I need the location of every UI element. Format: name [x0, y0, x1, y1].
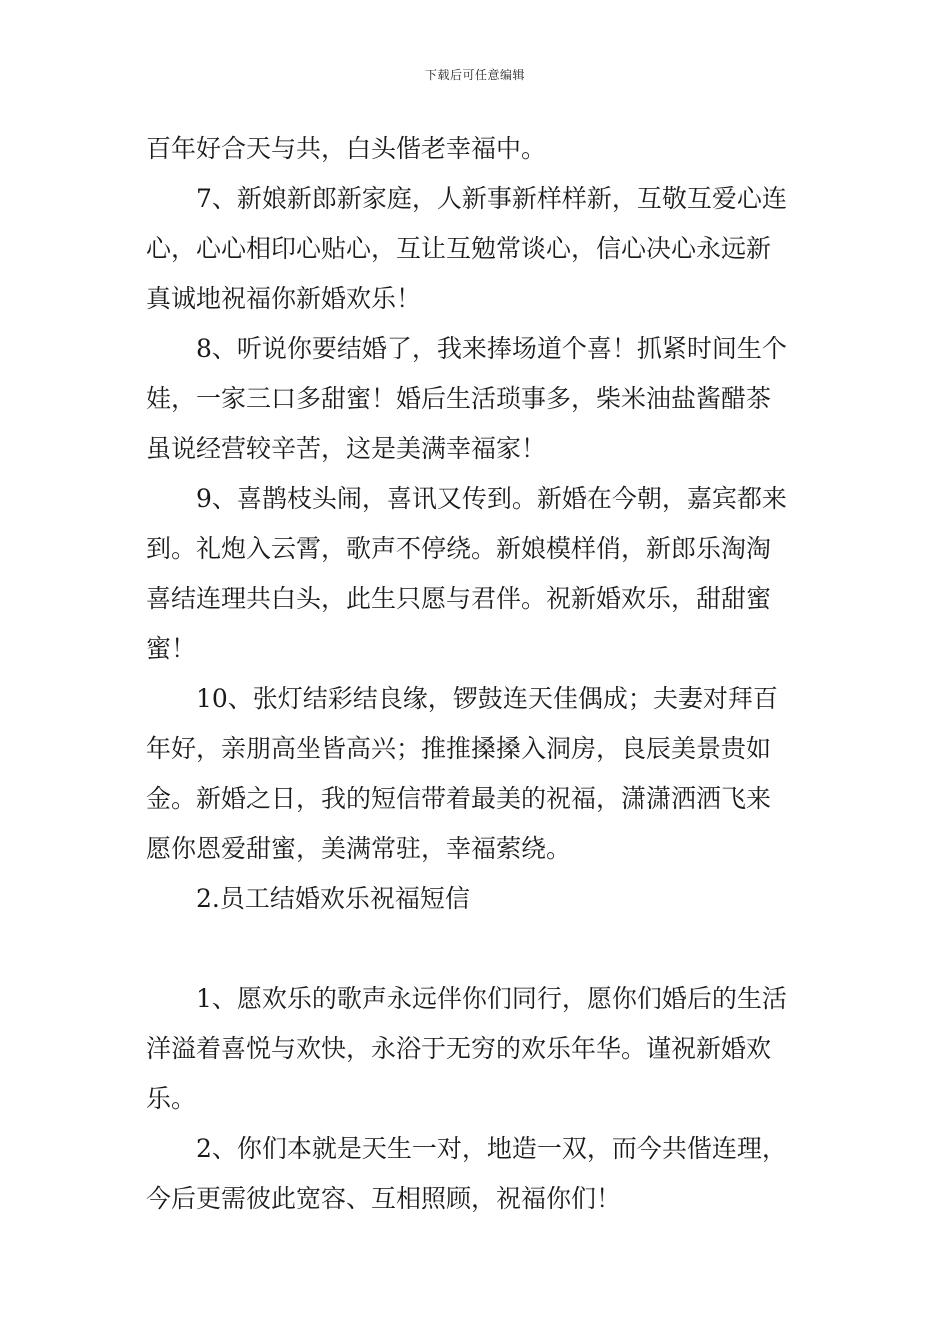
text-line: 年好，亲朋高坐皆高兴；推推搡搡入洞房，良辰美景贵如	[146, 734, 772, 763]
text-line: 今后更需彼此宽容、互相照顾，祝福你们！	[146, 1184, 622, 1213]
text-line: 10、张灯结彩结良缘，锣鼓连天佳偶成；夫妻对拜百	[196, 684, 778, 713]
document-body	[146, 124, 808, 1224]
text-line: 9、喜鹊枝头闹，喜讯又传到。新婚在今朝，嘉宾都来	[196, 484, 787, 513]
text-line: 到。礼炮入云霄，歌声不停绕。新娘模样俏，新郎乐淘淘	[146, 534, 772, 563]
text-line: 7、新娘新郎新家庭，人新事新样样新，互敬互爱心连	[196, 184, 787, 213]
text-line: 1、愿欢乐的歌声永远伴你们同行，愿你们婚后的生活	[196, 984, 787, 1013]
text-line: 喜结连理共白头，此生只愿与君伴。祝新婚欢乐，甜甜蜜	[146, 584, 772, 613]
text-line: 愿你恩爱甜蜜，美满常驻，幸福萦绕。	[146, 834, 572, 863]
text-line: 金。新婚之日，我的短信带着最美的祝福，潇潇洒洒飞来	[146, 784, 772, 813]
text-line: 心，心心相印心贴心，互让互勉常谈心，信心决心永远新	[146, 234, 772, 263]
blank-line	[146, 924, 808, 974]
text-line: 虽说经营较辛苦，这是美满幸福家！	[146, 434, 547, 463]
text-line: 娃，一家三口多甜蜜！婚后生活琐事多，柴米油盐酱醋茶	[146, 384, 772, 413]
text-line: 乐。	[146, 1084, 197, 1113]
text-line: 2、你们本就是天生一对，地造一双，而今共偕连理，	[196, 1134, 787, 1163]
text-line: 洋溢着喜悦与欢快，永浴于无穷的欢乐年华。谨祝新婚欢	[146, 1034, 772, 1063]
text-line: 蜜！	[146, 634, 197, 663]
text-line: 8、听说你要结婚了，我来捧场道个喜！抓紧时间生个	[196, 334, 787, 363]
text-line: 百年好合天与共，白头偕老幸福中。	[146, 134, 547, 163]
section-heading: 2.员工结婚欢乐祝福短信	[196, 884, 470, 913]
page-header: 下载后可任意编辑	[424, 68, 525, 82]
text-line: 真诚地祝福你新婚欢乐！	[146, 284, 422, 313]
